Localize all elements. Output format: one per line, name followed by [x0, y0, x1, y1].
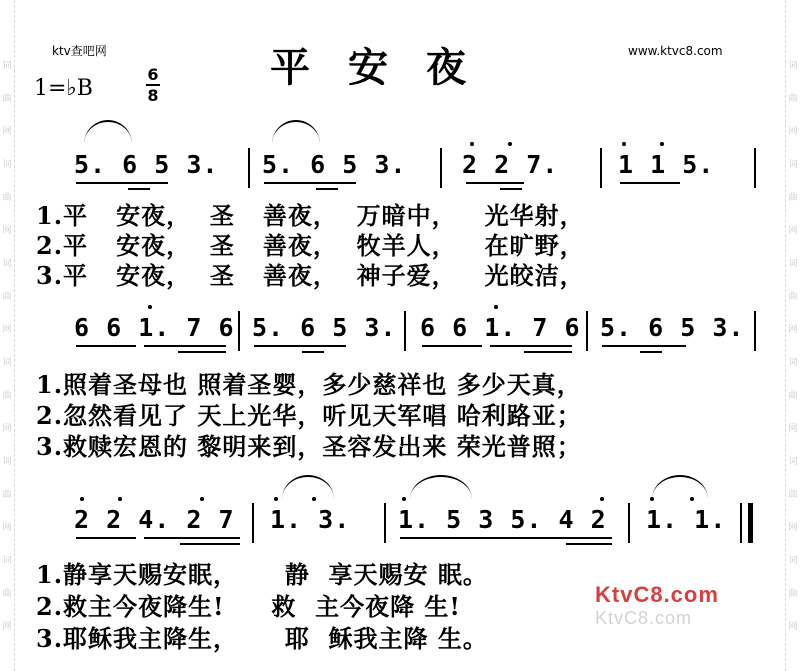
side-watermark-char: 词 [788, 457, 798, 467]
beam-line [500, 188, 522, 190]
slur [84, 120, 132, 144]
slur [282, 475, 334, 499]
octave-dot [470, 142, 474, 146]
barline [628, 503, 630, 543]
lyric-row1-v3: 3.平 安夜， 圣 善夜， 神子爱， 光皎洁， [36, 261, 585, 290]
slur [410, 475, 472, 499]
beam-line [254, 345, 346, 347]
side-watermark-char: 曲 [788, 292, 798, 302]
octave-dot [622, 142, 626, 146]
side-watermark-char: 曲 [2, 292, 12, 302]
beam-line [466, 182, 524, 184]
side-watermark-char: 曲 [2, 490, 12, 500]
notes-row2-bar3: 6 6 1. 7 6 [420, 313, 581, 342]
beam-line [640, 351, 662, 353]
beam-line [264, 182, 356, 184]
notes-row3-bar4: 1. 1. [646, 505, 727, 534]
barline [248, 148, 250, 188]
barline [740, 503, 742, 543]
slur [652, 475, 708, 499]
beam-line [602, 345, 686, 347]
beam-line [144, 345, 226, 347]
beam-line [302, 351, 324, 353]
beam-line [76, 182, 168, 184]
beam-line [178, 351, 226, 353]
side-watermark-char: 网 [788, 325, 798, 335]
beam-line [76, 537, 136, 539]
right-watermark-strip [785, 0, 800, 671]
lyric-row2-v2: 2.忽然看见了 天上光华，听见天军唱 哈利路亚； [36, 401, 582, 430]
octave-dot [200, 497, 204, 501]
octave-dot [148, 305, 152, 309]
time-sig-bottom: 8 [147, 86, 159, 105]
barline [440, 148, 442, 188]
barline [238, 311, 240, 351]
notes-row1-bar4: 1 1 5. [618, 150, 715, 179]
lyric-row1-v1: 1.平 安夜， 圣 善夜， 万暗中， 光华射， [36, 201, 585, 230]
beam-line [566, 543, 612, 545]
barline [748, 503, 753, 543]
barline [404, 311, 406, 351]
side-watermark-char: 网 [2, 523, 12, 533]
side-watermark-char: 词 [2, 457, 12, 467]
side-watermark-char: 网 [2, 424, 12, 434]
song-title: 平安夜 [270, 44, 504, 91]
side-watermark-char: 曲 [2, 94, 12, 104]
notes-row3-bar2: 1. 3. [270, 505, 351, 534]
side-watermark-char: 网 [788, 424, 798, 434]
site-url: www.ktvc8.com [628, 44, 723, 58]
side-watermark-char: 曲 [788, 589, 798, 599]
beam-line [400, 537, 492, 539]
watermark-logo-text: KtvC8.com [595, 582, 719, 607]
octave-dot [80, 497, 84, 501]
side-watermark-char: 词 [788, 358, 798, 368]
notes-row2-bar1: 6 6 1. 7 6 [74, 313, 235, 342]
key-signature: 1=♭B [34, 76, 93, 101]
side-watermark-char: 网 [2, 622, 12, 632]
octave-dot [118, 497, 122, 501]
side-watermark-char: 网 [788, 523, 798, 533]
notes-row3-bar1: 2 2 4. 2 7 [74, 505, 235, 534]
barline [384, 503, 386, 543]
side-watermark-char: 曲 [788, 94, 798, 104]
side-watermark-char: 网 [2, 325, 12, 335]
barline [754, 311, 756, 351]
lyric-row1-v2: 2.平 安夜， 圣 善夜， 牧羊人， 在旷野， [36, 231, 585, 260]
octave-dot [508, 142, 512, 146]
lyric-row3-v2: 2.救主今夜降生! 救 主今夜降 生! [36, 592, 461, 621]
time-signature [146, 66, 160, 104]
side-watermark-char: 网 [788, 226, 798, 236]
side-watermark-char: 词 [788, 259, 798, 269]
side-watermark-char: 曲 [2, 193, 12, 203]
watermark-logo [595, 578, 745, 636]
side-watermark-char: 词 [788, 160, 798, 170]
time-sig-top: 6 [147, 65, 159, 84]
slur [272, 120, 320, 144]
side-watermark-char: 网 [2, 127, 12, 137]
barline [600, 148, 602, 188]
barline [586, 311, 588, 351]
side-watermark-char: 词 [2, 556, 12, 566]
side-watermark-char: 词 [2, 358, 12, 368]
beam-line [316, 188, 338, 190]
beam-line [144, 537, 240, 539]
lyric-row3-v3: 3.耶稣我主降生， 耶 稣我主降 生。 [36, 624, 488, 653]
beam-line [620, 182, 680, 184]
notes-row2-bar4: 5. 6 5 3. [600, 313, 745, 342]
beam-line [486, 537, 612, 539]
beam-line [422, 345, 482, 347]
left-watermark-strip [0, 0, 15, 671]
lyric-row2-v1: 1.照着圣母也 照着圣婴，多少慈祥也 多少天真， [36, 370, 582, 399]
beam-line [180, 543, 240, 545]
octave-dot [402, 497, 406, 501]
side-watermark-char: 曲 [2, 391, 12, 401]
side-watermark-char: 网 [788, 127, 798, 137]
notes-row3-bar3: 1. 5 3 5. 4 2 [398, 505, 607, 534]
beam-line [76, 345, 136, 347]
beam-line [128, 188, 150, 190]
side-watermark-char: 网 [2, 226, 12, 236]
beam-line [490, 345, 572, 347]
octave-dot [494, 305, 498, 309]
lyric-row2-v3: 3.救赎宏恩的 黎明来到，圣容发出来 荣光普照； [36, 432, 582, 461]
side-watermark-char: 曲 [788, 391, 798, 401]
side-watermark-char: 曲 [2, 589, 12, 599]
notes-row1-bar2: 5. 6 5 3. [262, 150, 407, 179]
octave-dot [274, 497, 278, 501]
side-watermark-char: 网 [788, 622, 798, 632]
octave-dot [600, 497, 604, 501]
side-watermark-char: 曲 [788, 193, 798, 203]
notes-row2-bar2: 5. 6 5 3. [252, 313, 397, 342]
side-watermark-char: 词 [788, 61, 798, 71]
notes-row1-bar3: 2 2 7. [462, 150, 559, 179]
watermark-logo-shadow: KtvC8.com [595, 608, 693, 628]
side-watermark-char: 词 [2, 160, 12, 170]
lyric-row3-v1: 1.静享天赐安眠， 静 享天赐安 眠。 [36, 560, 488, 589]
site-name: ktv查吧网 [52, 44, 107, 58]
notes-row1-bar1: 5. 6 5 3. [74, 150, 219, 179]
barline [754, 148, 756, 188]
barline [252, 503, 254, 543]
side-watermark-char: 词 [788, 556, 798, 566]
side-watermark-char: 曲 [788, 490, 798, 500]
side-watermark-char: 词 [2, 61, 12, 71]
side-watermark-char: 词 [2, 259, 12, 269]
octave-dot [660, 142, 664, 146]
beam-line [524, 351, 572, 353]
